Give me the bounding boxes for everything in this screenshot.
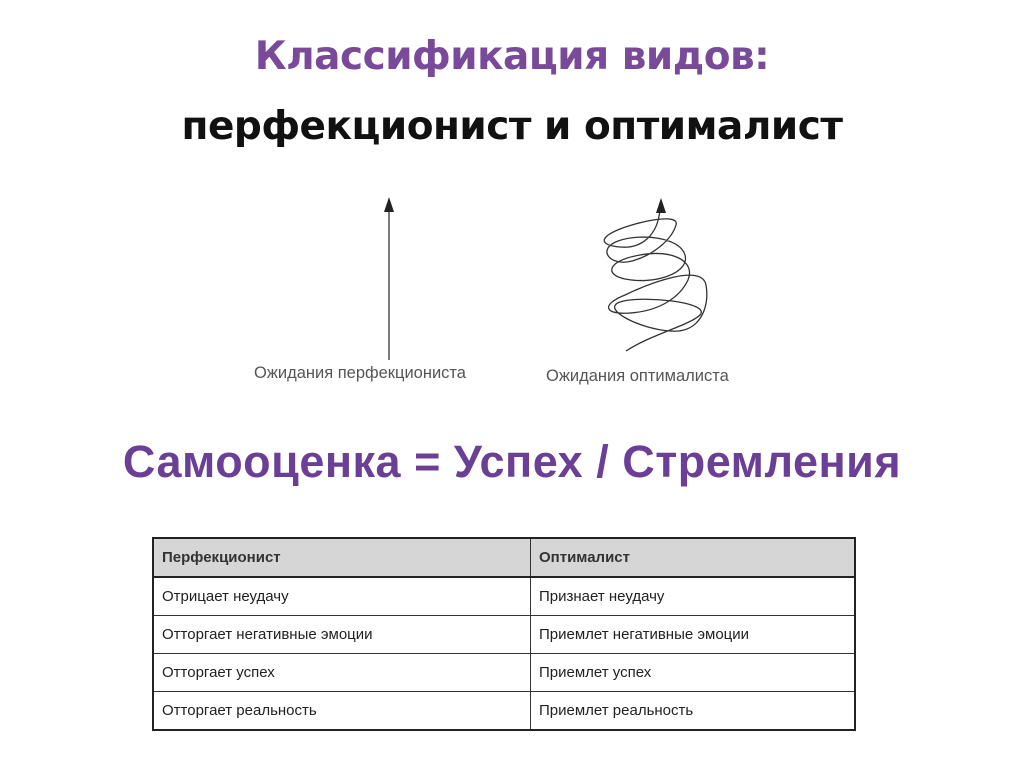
comparison-table bbox=[152, 537, 856, 731]
table-header-row bbox=[153, 538, 855, 577]
expectations-drawing bbox=[0, 185, 1024, 400]
table-row bbox=[153, 577, 855, 616]
table-row bbox=[153, 616, 855, 654]
header-perfectionist: Перфекционист bbox=[153, 538, 531, 577]
page-title-line-1: Классификация видов: bbox=[254, 34, 770, 79]
self-esteem-formula: Самооценка = Успех / Стремления bbox=[122, 436, 902, 487]
table-cell: Приемлет успех bbox=[531, 654, 856, 692]
table-cell: Приемлет негативные эмоции bbox=[531, 616, 856, 654]
table-cell: Отторгает реальность bbox=[153, 692, 531, 731]
caption-optimalist: Ожидания оптималиста bbox=[546, 367, 729, 385]
table-cell: Отторгает успех bbox=[153, 654, 531, 692]
caption-perfectionist: Ожидания перфекциониста bbox=[254, 364, 466, 382]
table-row bbox=[153, 654, 855, 692]
table-cell: Признает неудачу bbox=[531, 577, 856, 616]
table-cell: Отрицает неудачу bbox=[153, 577, 531, 616]
tangled-arrow-icon bbox=[604, 198, 707, 351]
table-cell: Приемлет реальность bbox=[531, 692, 856, 731]
header-optimalist: Оптималист bbox=[531, 538, 856, 577]
straight-arrow-icon bbox=[384, 197, 394, 360]
page-title-line-2: перфекционист и оптималист bbox=[181, 104, 843, 149]
table-row bbox=[153, 692, 855, 731]
table-cell: Отторгает негативные эмоции bbox=[153, 616, 531, 654]
expectations-diagram bbox=[0, 185, 1024, 400]
